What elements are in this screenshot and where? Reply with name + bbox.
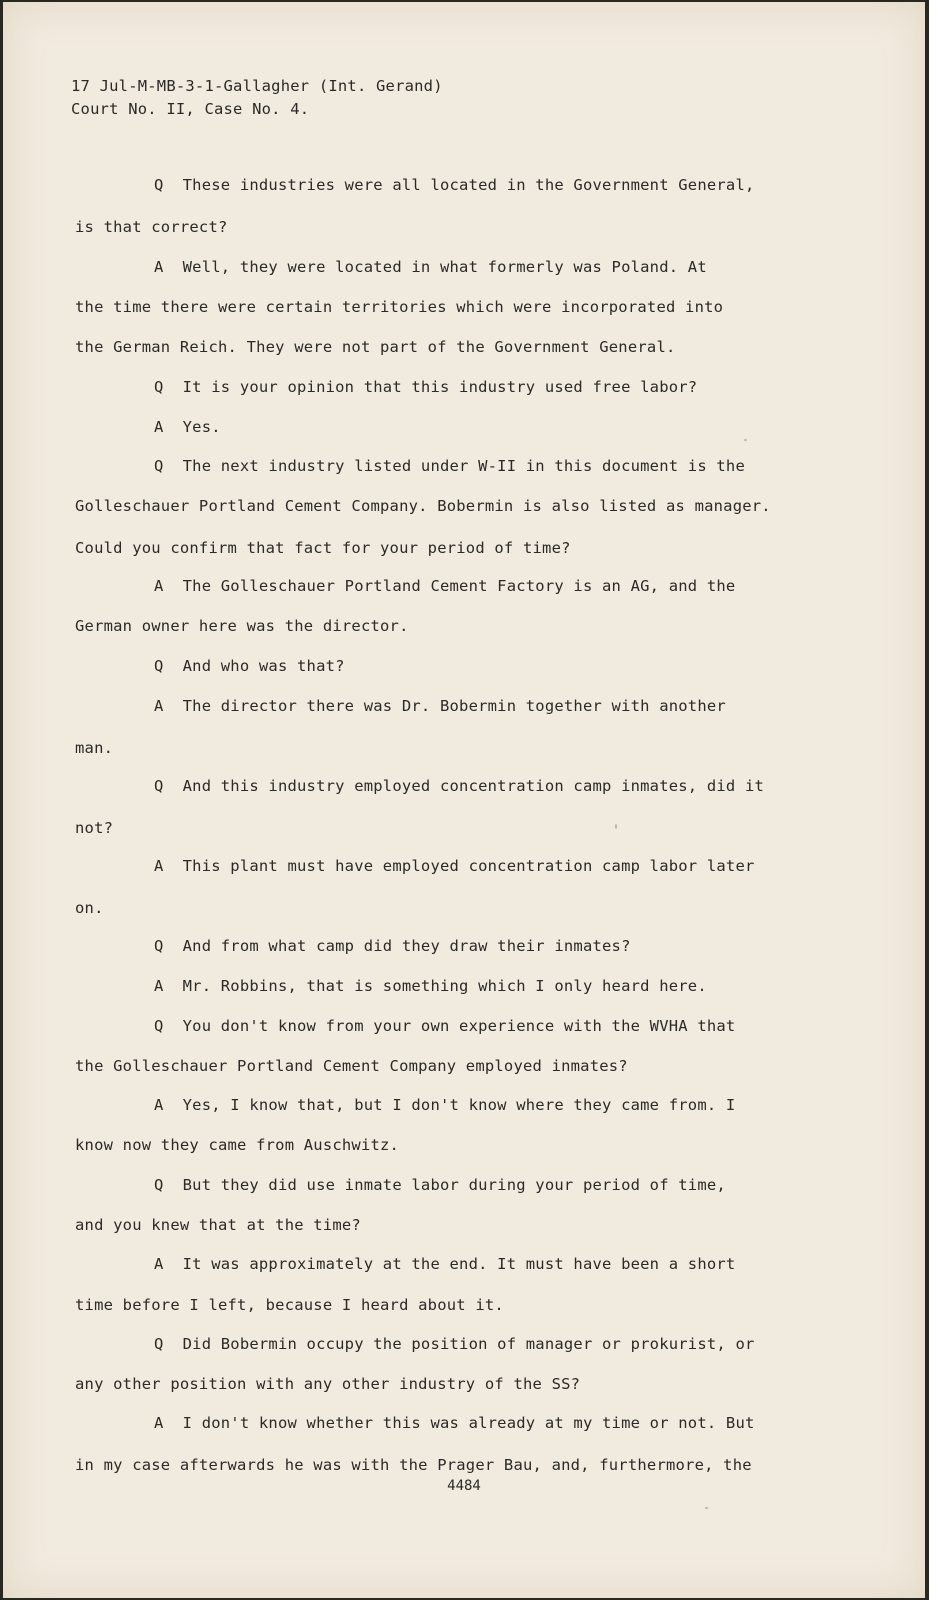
transcript-line xyxy=(154,418,221,436)
transcript-line xyxy=(154,777,764,795)
transcript-line xyxy=(154,1176,726,1194)
transcript-line xyxy=(154,1414,755,1432)
transcript-line xyxy=(154,1255,735,1273)
speaker-label: Q xyxy=(154,378,164,396)
paper-speck xyxy=(744,439,747,441)
page-number: 4484 xyxy=(447,1478,481,1494)
line-text: I don't know whether this was already at my time or not. But xyxy=(182,1414,755,1432)
transcript-line xyxy=(154,1335,755,1353)
line-text: And from what camp did they draw their inmates? xyxy=(182,937,631,955)
speaker-label: A xyxy=(154,977,164,995)
line-text: It is your opinion that this industry used free labor? xyxy=(182,378,698,396)
line-text: Yes, I know that, but I don't know where they came from. I xyxy=(182,1096,736,1114)
transcript-line xyxy=(154,1096,735,1114)
transcript-line xyxy=(154,258,707,276)
speaker-label: A xyxy=(154,1096,164,1114)
line-text: It was approximately at the end. It must have been a short xyxy=(182,1255,736,1273)
paper-speck xyxy=(705,1507,708,1509)
speaker-label: Q xyxy=(154,777,164,795)
transcript-line: is that correct? xyxy=(75,218,228,236)
speaker-label: A xyxy=(154,577,164,595)
transcript-line: in my case afterwards he was with the Prager Bau, and, furthermore, the xyxy=(75,1456,752,1474)
line-text: This plant must have employed concentration camp labor later xyxy=(182,857,755,875)
speaker-label: Q xyxy=(154,1176,164,1194)
transcript-line xyxy=(154,697,726,715)
header-line-2: Court No. II, Case No. 4. xyxy=(71,100,310,118)
transcript-line: time before I left, because I heard about it. xyxy=(75,1296,504,1314)
transcript-line: and you knew that at the time? xyxy=(75,1216,361,1234)
line-text: But they did use inmate labor during your period of time, xyxy=(182,1176,726,1194)
transcript-line xyxy=(154,176,755,194)
line-text: Yes. xyxy=(182,418,221,436)
transcript-line: man. xyxy=(75,739,114,757)
line-text: And this industry employed concentration camp inmates, did it xyxy=(182,777,765,795)
speaker-label: Q xyxy=(154,1335,164,1353)
line-text: Mr. Robbins, that is something which I only heard here. xyxy=(182,977,707,995)
transcript-line xyxy=(154,378,697,396)
transcript-line xyxy=(154,857,755,875)
transcript-line xyxy=(154,937,631,955)
transcript-line xyxy=(154,577,735,595)
transcript-line: the Golleschauer Portland Cement Company employed inmates? xyxy=(75,1057,628,1075)
transcript-line: the time there were certain territories which were incorporated into xyxy=(75,298,724,316)
transcript-line: any other position with any other industry of the SS? xyxy=(75,1375,581,1393)
transcript-line xyxy=(154,1017,735,1035)
line-text: The next industry listed under W-II in this document is the xyxy=(182,457,746,475)
line-text: And who was that? xyxy=(182,657,345,675)
speaker-label: Q xyxy=(154,657,164,675)
transcript-line: know now they came from Auschwitz. xyxy=(75,1136,400,1154)
transcript-line: not? xyxy=(75,819,114,837)
transcript-line: German owner here was the director. xyxy=(75,617,409,635)
line-text: You don't know from your own experience with the WVHA that xyxy=(182,1017,736,1035)
transcript-line: Could you confirm that fact for your period of time? xyxy=(75,539,571,557)
line-text: The director there was Dr. Bobermin together with another xyxy=(182,697,726,715)
transcript-line: on. xyxy=(75,899,104,917)
transcript-line xyxy=(154,457,745,475)
line-text: The Golleschauer Portland Cement Factory is an AG, and the xyxy=(182,577,736,595)
speaker-label: A xyxy=(154,258,164,276)
speaker-label: A xyxy=(154,418,164,436)
speaker-label: A xyxy=(154,1255,164,1273)
speaker-label: Q xyxy=(154,1017,164,1035)
header-line-1: 17 Jul-M-MB-3-1-Gallagher (Int. Gerand) xyxy=(71,77,443,95)
transcript-line: the German Reich. They were not part of the Government General. xyxy=(75,338,676,356)
speaker-label: Q xyxy=(154,457,164,475)
line-text: Well, they were located in what formerly was Poland. At xyxy=(182,258,707,276)
speaker-label: A xyxy=(154,697,164,715)
transcript-line xyxy=(154,977,707,995)
speaker-label: Q xyxy=(154,176,164,194)
transcript-line xyxy=(154,657,345,675)
line-text: Did Bobermin occupy the position of manager or prokurist, or xyxy=(182,1335,755,1353)
line-text: These industries were all located in the Government General, xyxy=(182,176,755,194)
speaker-label: A xyxy=(154,857,164,875)
paper-speck xyxy=(615,824,617,829)
speaker-label: Q xyxy=(154,937,164,955)
speaker-label: A xyxy=(154,1414,164,1432)
transcript-page xyxy=(3,2,925,1598)
transcript-line: Golleschauer Portland Cement Company. Bobermin is also listed as manager. xyxy=(75,497,771,515)
